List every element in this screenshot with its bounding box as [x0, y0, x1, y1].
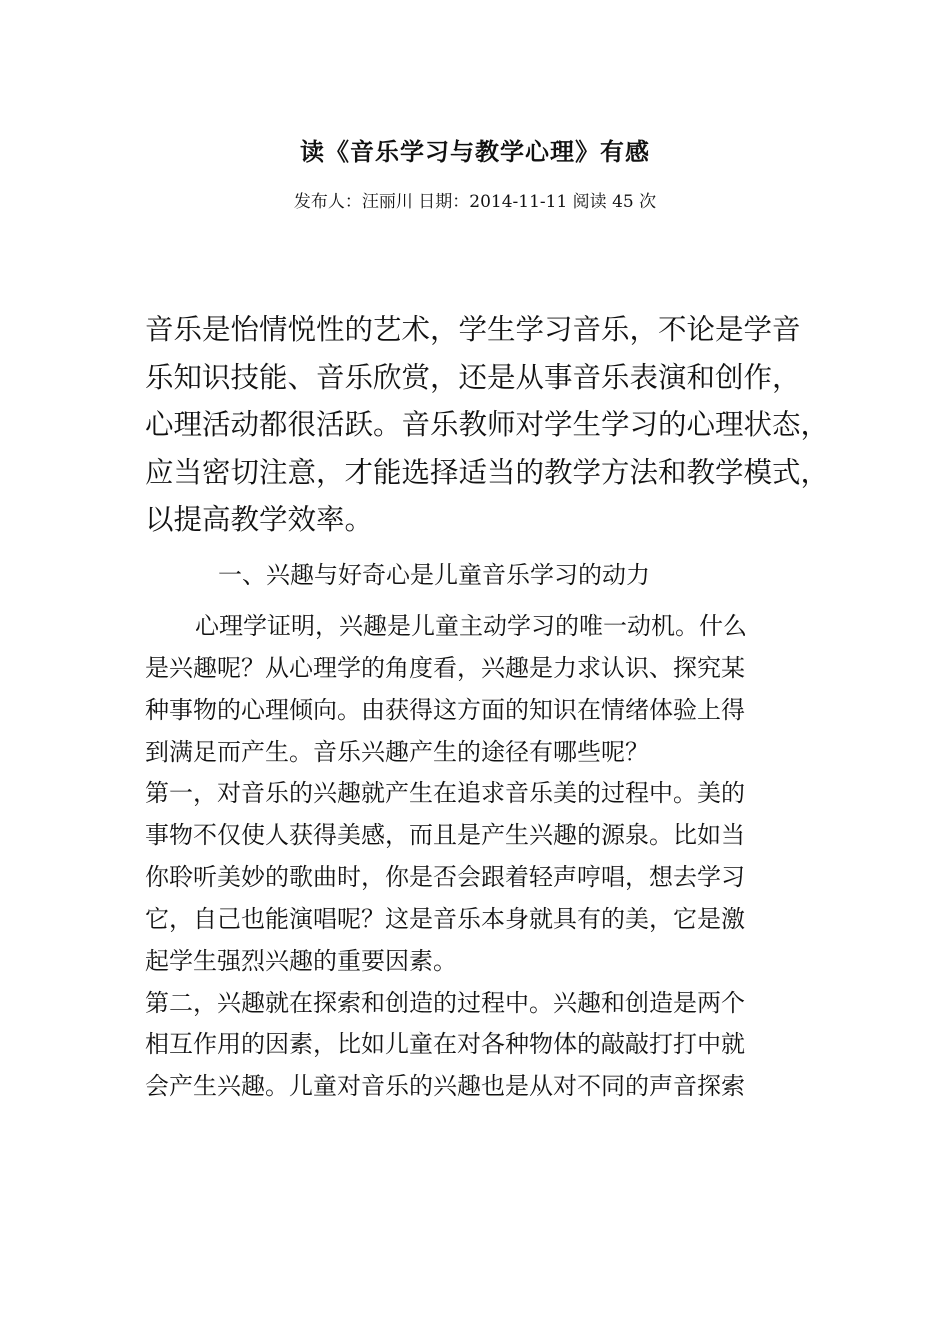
body-line: 它，自己也能演唱呢？这是音乐本身就具有的美，它是激	[145, 904, 745, 933]
intro-line: 音乐是怡情悦性的艺术，学生学习音乐，不论是学音	[145, 313, 801, 346]
body-line: 到满足而产生。音乐兴趣产生的途径有哪些呢？	[145, 737, 649, 766]
body-line: 是兴趣呢？从心理学的角度看，兴趣是力求认识、探究某	[145, 653, 745, 682]
intro-line: 乐知识技能、音乐欣赏，还是从事音乐表演和创作，	[145, 360, 801, 394]
document-meta: 发布人：汪丽川 日期：2014-11-11 阅读 45 次	[293, 192, 657, 212]
intro-line: 以提高教学效率。	[145, 503, 374, 536]
section-heading: 一、兴趣与好奇心是儿童音乐学习的动力	[218, 561, 650, 589]
body-line: 心理学证明，兴趣是儿童主动学习的唯一动机。什么	[195, 612, 747, 640]
body-line: 第二，兴趣就在探索和创造的过程中。兴趣和创造是两个	[145, 988, 745, 1017]
intro-line: 心理活动都很活跃。音乐教师对学生学习的心理状态，	[145, 408, 830, 441]
body-line: 种事物的心理倾向。由获得这方面的知识在情绪体验上得	[145, 695, 745, 724]
body-paragraphs	[145, 606, 805, 1108]
body-line: 第一，对音乐的兴趣就产生在追求音乐美的过程中。美的	[145, 779, 745, 808]
body-line: 你聆听美妙的歌曲时，你是否会跟着轻声哼唱，想去学习	[145, 863, 745, 892]
intro-paragraph	[145, 306, 845, 544]
body-line: 事物不仅使人获得美感，而且是产生兴趣的源泉。比如当	[145, 821, 745, 850]
intro-line: 应当密切注意，才能选择适当的教学方法和教学模式，	[145, 455, 830, 489]
body-line: 会产生兴趣。儿童对音乐的兴趣也是从对不同的声音探索	[145, 1072, 745, 1101]
body-line: 起学生强烈兴趣的重要因素。	[145, 946, 457, 975]
body-line: 相互作用的因素，比如儿童在对各种物体的敲敲打打中就	[145, 1030, 745, 1059]
document-title: 读《音乐学习与教学心理》有感	[300, 137, 650, 166]
